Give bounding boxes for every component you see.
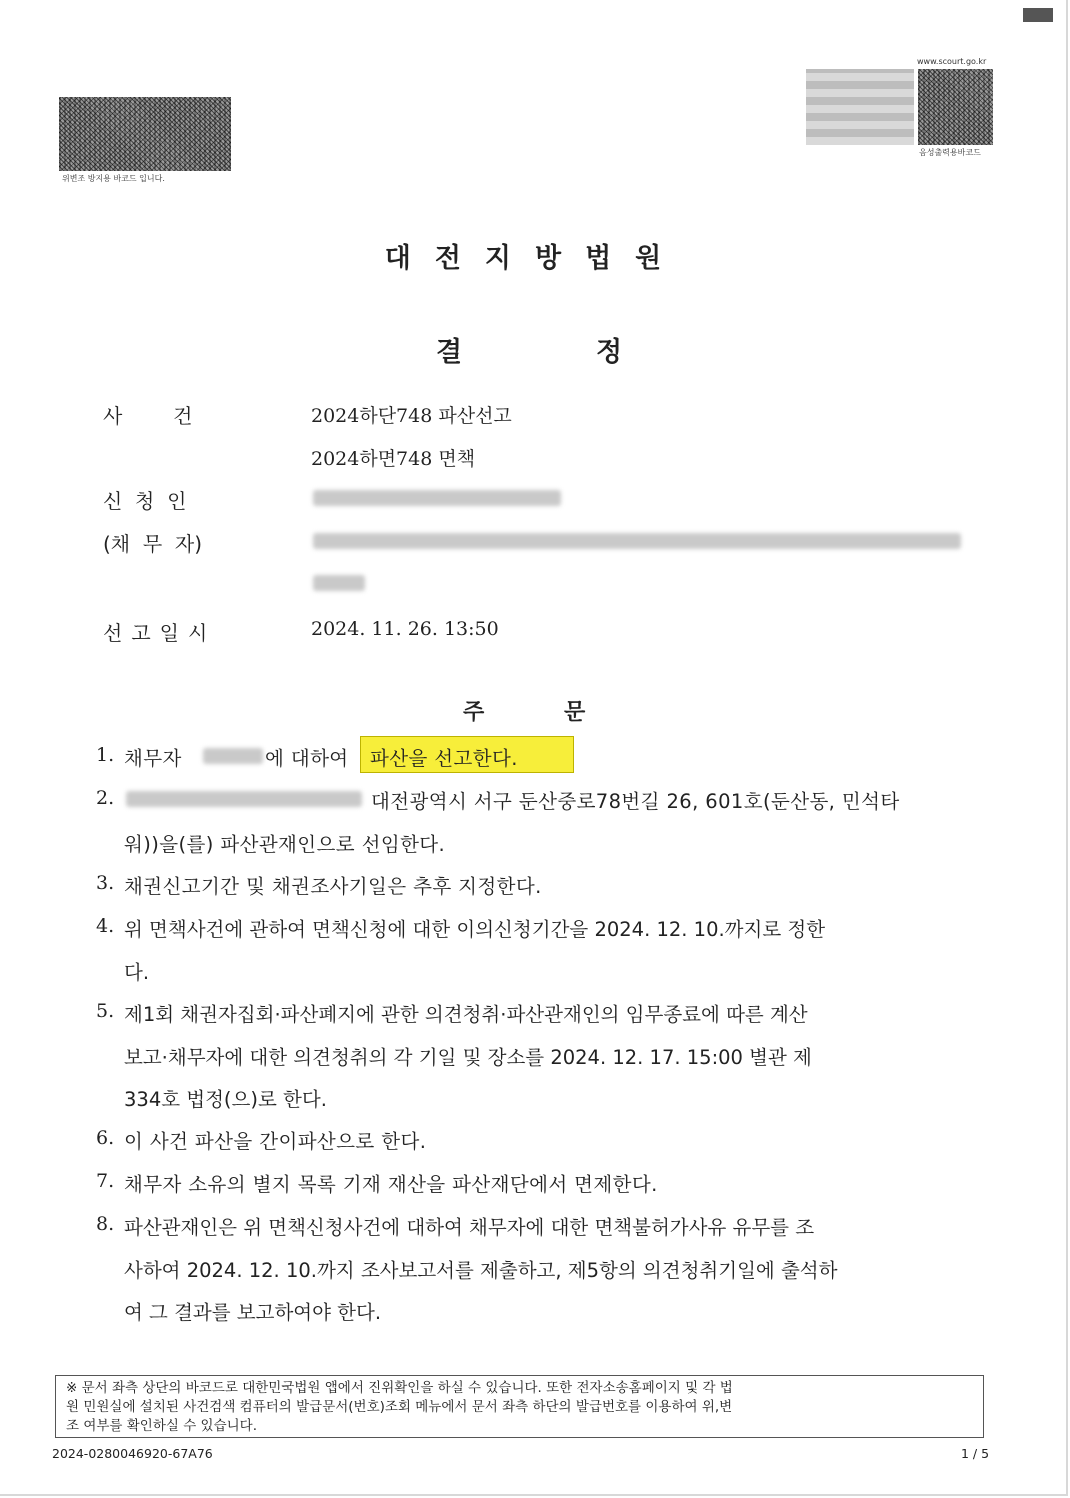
notice-line-3: 조 여부를 확인하실 수 있습니다. [66, 1418, 257, 1434]
order-item-7-line-1: 채무자 소유의 별지 목록 기재 재산을 파산재단에서 면제한다. [124, 1173, 658, 1196]
issue-number: 2024-0280046920-67A76 [52, 1446, 213, 1461]
order-item-5-line-3: 334호 법정(으)로 한다. [124, 1088, 327, 1111]
declared-label: 선고일시 [103, 621, 217, 645]
order-item-6-line-1: 이 사건 파산을 간이파산으로 한다. [124, 1130, 427, 1153]
item-number: 1. [96, 744, 115, 766]
redacted-debtor-address-cont [313, 575, 365, 591]
order-item-3-line-1: 채권신고기간 및 채권조사기일은 추후 지정한다. [124, 875, 542, 898]
audio-barcode-text-panel [806, 69, 914, 145]
order-title-first: 주 [463, 700, 485, 725]
order-item-1-pre: 채무자 [124, 747, 182, 770]
order-title-second: 문 [564, 700, 586, 725]
order-item-1-highlighted: 파산을 선고한다. [370, 747, 518, 770]
order-item-5-line-1: 제1회 채권자집회·파산폐지에 관한 의견청취·파산관재인의 임무종료에 따른 계산 [124, 1003, 808, 1026]
order-item-8-line-1: 파산관재인은 위 면책신청사건에 대하여 채무자에 대한 면책불허가사유 유무를 조 [124, 1216, 815, 1239]
notice-line-2: 원 민원실에 설치된 사건검색 컴퓨터의 발급문서(번호)조회 메뉴에서 문서 좌측 하단의 발급번호를 이용하여 위,변 [66, 1399, 733, 1415]
doc-type-first: 결 [436, 337, 463, 368]
audio-barcode [918, 69, 993, 145]
case-label: 사 건 [103, 404, 193, 428]
redacted-applicant [313, 490, 561, 506]
order-item-1-mid: 에 대하여 [265, 747, 349, 770]
redacted-trustee-name [126, 791, 362, 807]
case-value-discharge: 2024하면748 면책 [311, 448, 476, 470]
order-item-2-line-1: 대전광역시 서구 둔산중로78번길 26, 601호(둔산동, 민석타 [371, 790, 900, 813]
item-number: 2. [96, 787, 115, 809]
redacted-debtor-address [313, 533, 961, 549]
item-number: 4. [96, 915, 115, 937]
item-number: 3. [96, 872, 115, 894]
page-number: 1 / 5 [961, 1446, 990, 1461]
audio-barcode-caption: 음성출력용바코드 [919, 148, 981, 157]
doc-type-second: 정 [596, 337, 623, 368]
item-number: 5. [96, 1000, 115, 1022]
authenticity-notice [55, 1375, 984, 1438]
order-item-4-line-1: 위 면책사건에 관하여 면책신청에 대한 이의신청기간을 2024. 12. 10.까지로 정한 [124, 918, 826, 941]
item-number: 8. [96, 1213, 115, 1235]
redacted-debtor-name [203, 748, 263, 764]
scan-mark [1023, 8, 1053, 22]
order-item-8-line-3: 여 그 결과를 보고하여야 한다. [124, 1301, 382, 1324]
declared-datetime: 2024. 11. 26. 13:50 [311, 618, 499, 640]
applicant-label: 신 청 인 [103, 489, 187, 513]
order-item-5-line-2: 보고·채무자에 대한 의견청취의 각 기일 및 장소를 2024. 12. 17. 15:00 별관 제 [124, 1046, 812, 1069]
item-number: 6. [96, 1127, 115, 1149]
order-item-4-line-2: 다. [124, 961, 150, 984]
court-url: www.scourt.go.kr [917, 57, 987, 66]
verification-barcode [59, 97, 231, 171]
debtor-label: (채 무 자) [103, 532, 202, 556]
court-name: 대전지방법원 [384, 243, 686, 274]
notice-line-1: ※ 문서 좌측 상단의 바코드로 대한민국법원 앱에서 진위확인을 하실 수 있습니다. 또한 전자소송홈페이지 및 각 법 [66, 1380, 733, 1396]
order-item-2-line-2: 워))을(를) 파산관재인으로 선임한다. [124, 833, 446, 856]
order-item-8-line-2: 사하여 2024. 12. 10.까지 조사보고서를 제출하고, 제5항의 의견청취기일에 출석하 [124, 1259, 838, 1282]
verification-barcode-caption: 위변조 방지용 바코드 입니다. [62, 174, 165, 183]
case-value-bankruptcy: 2024하단748 파산선고 [311, 405, 512, 427]
item-number: 7. [96, 1170, 115, 1192]
